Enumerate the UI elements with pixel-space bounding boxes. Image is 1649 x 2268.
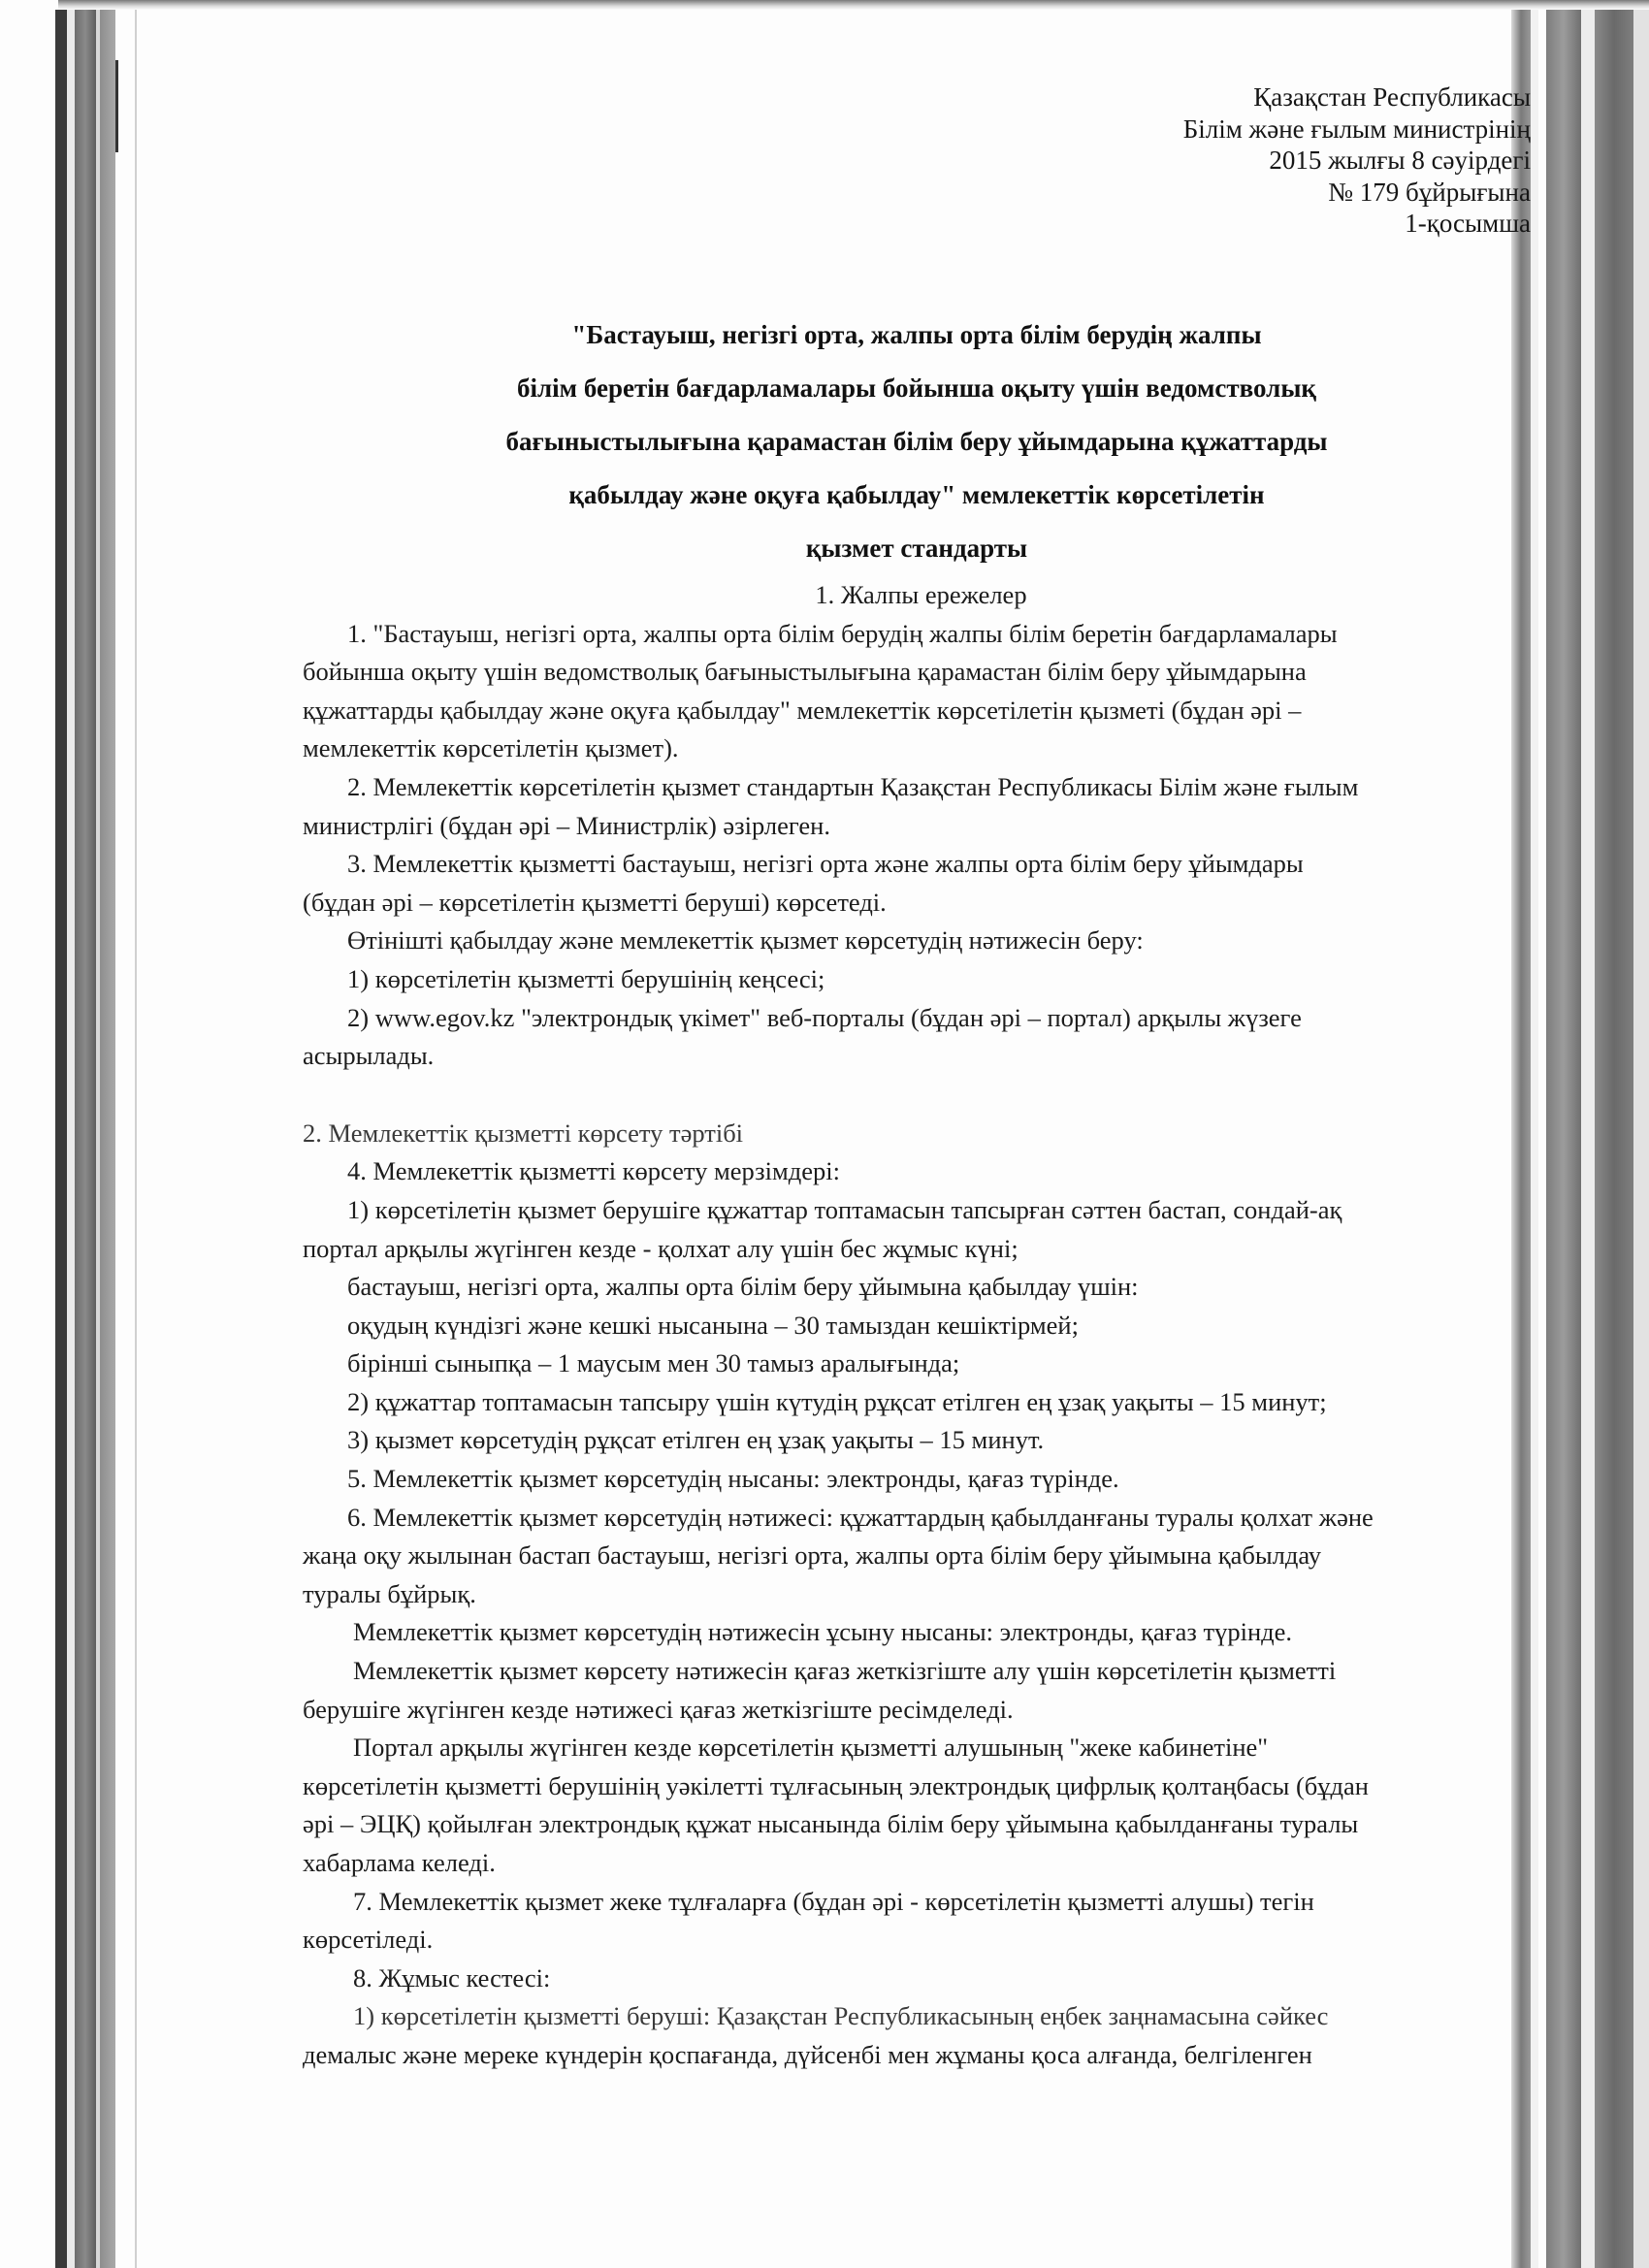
paragraph-line: 7. Мемлекеттік қызмет жеке тұлғаларға (бұдан әрі - көрсетілетін қызметті алушы) тегін [353,1886,1314,1916]
header-line: Қазақстан Республикасы [1253,82,1531,112]
binding-shadow [75,10,96,2268]
section-heading: 2. Мемлекеттік қызметті көрсету тәртібі [303,1118,744,1148]
document-title [301,308,1533,575]
appendix-header [1183,81,1531,240]
header-line: 2015 жылғы 8 сәуірдегі [1269,146,1531,175]
paragraph-line: портал арқылы жүгінген кезде - қолхат алу үшін бес жұмыс күні; [303,1233,1018,1263]
paragraph-line: 1) көрсетілетін қызметті беруші: Қазақстан Республикасының еңбек заңнамасына сәйкес [353,2001,1329,2031]
paragraph-line: 4. Мемлекеттік қызметті көрсету мерзімдері: [347,1156,840,1186]
paragraph-line: көрсетіледі. [303,1925,434,1955]
binding-shadow [135,10,137,2268]
paragraph-line: 1) көрсетілетін қызмет берушіге құжаттар топтамасын тапсырған сәттен бастап, сондай-ақ [347,1194,1342,1224]
edge-shadow [1595,10,1633,2268]
paragraph-line: (бұдан әрі – көрсетілетін қызметті беруші) көрсетеді. [303,887,887,917]
paragraph-line: туралы бұйрық. [303,1578,476,1608]
paragraph-line: асырылады. [303,1041,435,1071]
paragraph-line: бойынша оқыту үшін ведомстволық бағыныстылығына қарамастан білім беру ұйымдарына [303,657,1307,687]
paragraph-line: Мемлекеттік қызмет көрсетудің нәтижесін ұсыну нысаны: электронды, қағаз түрінде. [353,1617,1293,1647]
scan-mark [115,60,118,152]
paragraph-line: бірінші сыныпқа – 1 маусым мен 30 тамыз аралығында; [347,1348,960,1378]
paragraph-line: әрі – ЭЦҚ) қойылған электрондық құжат нысанында білім беру ұйымына қабылданғаны туралы [303,1809,1359,1839]
binding-shadow [100,10,115,2268]
paragraph-line: көрсетілетін қызметті берушінің уәкілетті тұлғасының электрондық цифрлық қолтаңбасы (бұдан [303,1770,1369,1800]
paragraph-line: 3) қызмет көрсетудің рұқсат етілген ең ұзақ уақыты – 15 минут. [347,1425,1045,1455]
paragraph-line: 8. Жұмыс кестесі: [353,1962,551,1993]
header-line: Білім және ғылым министрінің [1182,113,1531,144]
paragraph-line: Өтінішті қабылдау және мемлекеттік қызмет көрсетудің нәтижесін беру: [347,925,1144,956]
scan-top-edge [58,0,1649,10]
paragraph-line: демалыс және мереке күндерін қоспағанда, дүйсенбі мен жұманы қоса алғанда, белгіленген [303,2039,1312,2069]
paragraph-line: 1) көрсетілетін қызметті берушінің кеңсесі; [347,963,825,993]
title-line: қызмет стандарты [805,534,1028,563]
paragraph-line: құжаттарды қабылдау және оқуға қабылдау" мемлекеттік көрсетілетін қызметі (бұдан әрі – [303,695,1302,725]
paragraph-line: бастауыш, негізгі орта, жалпы орта білім беру ұйымына қабылдау үшін: [347,1272,1139,1302]
binding-shadow [67,10,75,2268]
paragraph-line: мемлекеттік көрсетілетін қызмет). [303,733,679,763]
paragraph-line: 2. Мемлекеттік көрсетілетін қызмет стандартын Қазақстан Республикасы Білім және ғылым [347,771,1359,801]
paragraph-line: 3. Мемлекеттік қызметті бастауыш, негізгі орта және жалпы орта білім беру ұйымдары [347,849,1304,879]
title-line: "Бастауыш, негізгі орта, жалпы орта білім берудің жалпы [571,320,1262,349]
paragraph-line: хабарлама келеді. [303,1848,496,1877]
header-line: № 179 бұйрығына [1328,177,1531,207]
paragraph-line: министрлігі (бұдан әрі – Министрлік) әзірлеген. [303,810,830,840]
binding-shadow [55,10,67,2268]
paragraph-line: 1. "Бастауыш, негізгі орта, жалпы орта білім берудің жалпы білім беретін бағдарламалары [347,618,1338,648]
paragraph-line: берушіге жүгінген кезде нәтижесі қағаз жеткізгіште ресімделеді. [303,1694,1014,1724]
edge-shadow [1581,10,1595,2268]
document-body [303,576,1539,2075]
header-line: 1-қосымша [1405,209,1531,238]
paragraph-line: Портал арқылы жүгінген кезде көрсетілетін қызметті алушының "жеке кабинетіне" [353,1733,1269,1763]
edge-shadow [1546,10,1581,2268]
paragraph-line: 2) www.egov.kz "электрондық үкімет" веб-порталы (бұдан әрі – портал) арқылы жүзеге [347,1002,1302,1032]
paragraph-line: 6. Мемлекеттік қызмет көрсетудің нәтижесі: құжаттардың қабылданғаны туралы қолхат және [347,1502,1374,1532]
paragraph-line: оқудың күндізгі және кешкі нысанына – 30 тамыздан кешіктірмей; [347,1310,1079,1340]
paragraph-line: 2) құжаттар топтамасын тапсыру үшін күтудің рұқсат етілген ең ұзақ уақыты – 15 минут; [347,1386,1327,1416]
title-line: бағыныстылығына қарамастан білім беру ұйымдарына құжаттарды [505,427,1328,456]
section-heading: 1. Жалпы ережелер [815,580,1027,609]
paragraph-line: Мемлекеттік қызмет көрсету нәтижесін қағаз жеткізгіште алу үшін көрсетілетін қызметті [353,1656,1337,1686]
edge-shadow [1633,10,1649,2268]
title-line: білім беретін бағдарламалары бойынша оқыту үшін ведомстволық [517,373,1316,403]
paragraph-line: жаңа оқу жылынан бастап бастауыш, негізгі орта, жалпы орта білім беру ұйымына қабылдау [303,1540,1322,1571]
paragraph-line: 5. Мемлекеттік қызмет көрсетудің нысаны: электронды, қағаз түрінде. [347,1464,1119,1494]
title-line: қабылдау және оқуға қабылдау" мемлекеттік көрсетілетін [568,480,1265,509]
